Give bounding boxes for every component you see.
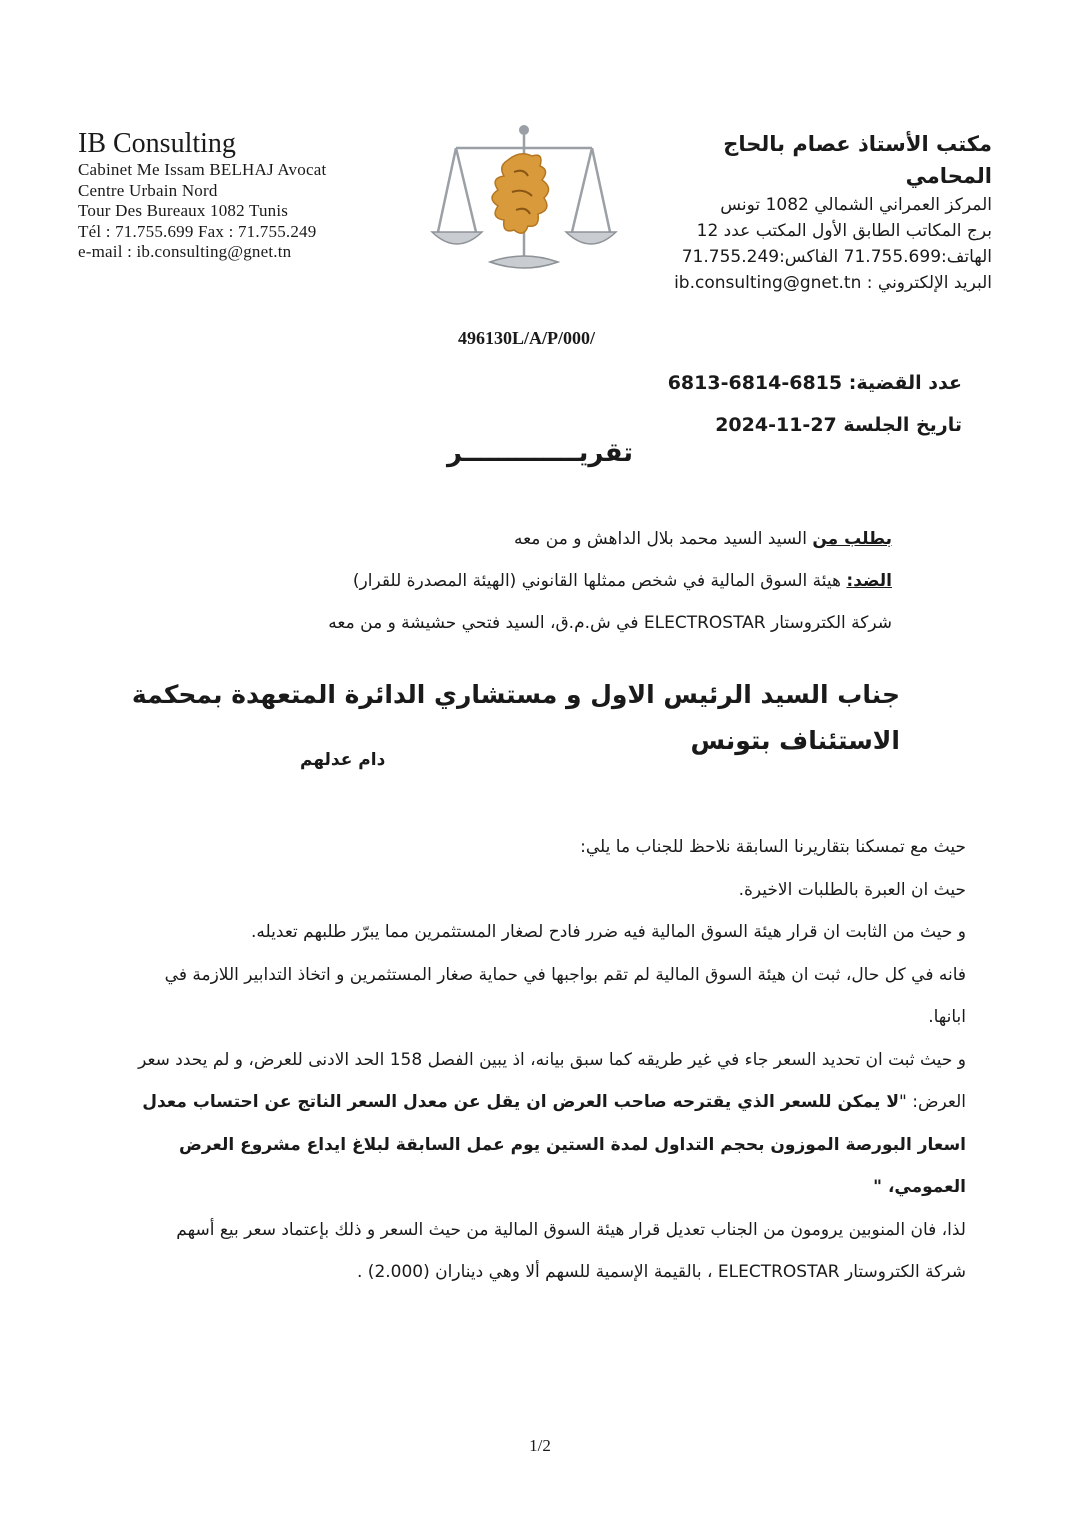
hearing-date-row xyxy=(668,404,962,446)
body-paragraph: فانه في كل حال، ثبت ان هيئة السوق المالية لم تقم بواجبها في حماية صغار المستثمرين و اتخاذ التدابير اللازمة في ابانها. xyxy=(164,964,966,1027)
court-address: جناب السيد الرئيس الاول و مستشاري الدائرة المتعهدة بمحكمة الاستئناف بتونس xyxy=(131,680,900,755)
body-paragraph: حيث ان العبرة بالطلبات الاخيرة. xyxy=(738,879,966,900)
quoted-article-text: لا يمكن للسعر الذي يقترحه صاحب العرض ان يقل عن معدل السعر الناتج عن احتساب معدل اسعار البورصة الموزون بحجم التداول لمدة الستين يوم عمل السابقة لبلاغ ايداع مشروع العرض العمومي، " xyxy=(142,1092,966,1197)
party-label: الضد: xyxy=(846,571,892,591)
case-number-label: عدد القضية: xyxy=(848,372,962,394)
party-text: السيد السيد محمد بلال الداهش و من معه xyxy=(513,529,813,549)
letterhead-line: Cabinet Me Issam BELHAJ Avocat xyxy=(78,160,327,179)
case-number-value: 6813-6814-6815 xyxy=(667,372,843,394)
party-line xyxy=(172,518,892,560)
letterhead-line: المركز العمراني الشمالي 1082 تونس xyxy=(720,195,992,215)
letterhead-line: Tél : 71.755.699 Fax : 71.755.249 xyxy=(78,221,317,241)
party-text: هيئة السوق المالية في شخص ممثلها القانوني (الهيئة المصدرة للقرار) xyxy=(352,571,847,591)
document-title: تقريـــــــــــــر xyxy=(446,438,634,468)
party-line xyxy=(172,602,892,644)
page-number: 1/2 xyxy=(529,1436,551,1455)
party-label: بطلب من xyxy=(812,529,892,549)
body-paragraph-with-quote xyxy=(136,1039,966,1209)
court-address-salutation: دام عدلهم xyxy=(300,750,386,770)
report-body xyxy=(136,826,966,1294)
case-number-row xyxy=(668,362,962,404)
body-paragraph: لذا، فان المنوبين يرومون من الجناب تعديل قرار هيئة السوق المالية من حيث السعر و ذلك بإعتماد سعر بيع أسهم شركة الكتروستار ELECTROSTAR ، بالقيمة الإسمية للسهم ألا وهي ديناران (2.000) . xyxy=(176,1219,966,1282)
party-text: شركة الكتروستار ELECTROSTAR في ش.م.ق، السيد فتحي حشيشة و من معه xyxy=(328,613,892,633)
body-text: و حيث ثبت ان تحديد السعر جاء في غير طريقه كما سبق بيانه، اذ يبين الفصل 158 الحد الادنى للعرض، و لم يحدد سعر العرض: " xyxy=(138,1049,966,1112)
letterhead-line: الهاتف:71.755.699 الفاكس:71.755.249 xyxy=(681,247,992,267)
letterhead-line: Tour Des Bureaux 1082 Tunis xyxy=(78,201,289,220)
letterhead-arabic xyxy=(632,128,992,296)
letterhead-line: البريد الإلكتروني : ib.consulting@gnet.tn xyxy=(674,273,992,293)
scales-lion-emblem-icon xyxy=(428,122,620,274)
firm-brand-arabic: مكتب الأستاذ عصام بالحاج المحامي xyxy=(723,132,992,188)
body-paragraph: و حيث من الثابت ان قرار هيئة السوق المالية فيه ضرر فادح لصغار المستثمرين مما يبرّر طلبهم تعديله. xyxy=(251,922,966,942)
hearing-date-value: 27-11-2024 xyxy=(715,414,837,436)
firm-brand-latin: IB Consulting xyxy=(78,128,236,159)
case-info xyxy=(668,362,962,446)
party-line xyxy=(172,560,892,602)
body-paragraph: حيث مع تمسكنا بتقاريرنا السابقة نلاحظ للجناب ما يلي: xyxy=(580,837,966,857)
letterhead-line: e-mail : ib.consulting@gnet.tn xyxy=(78,242,292,261)
file-reference: 496130L/A/P/000/ xyxy=(458,328,596,348)
parties-block xyxy=(172,518,892,644)
letterhead-line: Centre Urbain Nord xyxy=(78,180,218,200)
letterhead-line: برج المكاتب الطابق الأول المكتب عدد 12 xyxy=(696,221,992,241)
letterhead-latin xyxy=(78,128,408,263)
hearing-date-label: تاريخ الجلسة xyxy=(843,414,962,436)
